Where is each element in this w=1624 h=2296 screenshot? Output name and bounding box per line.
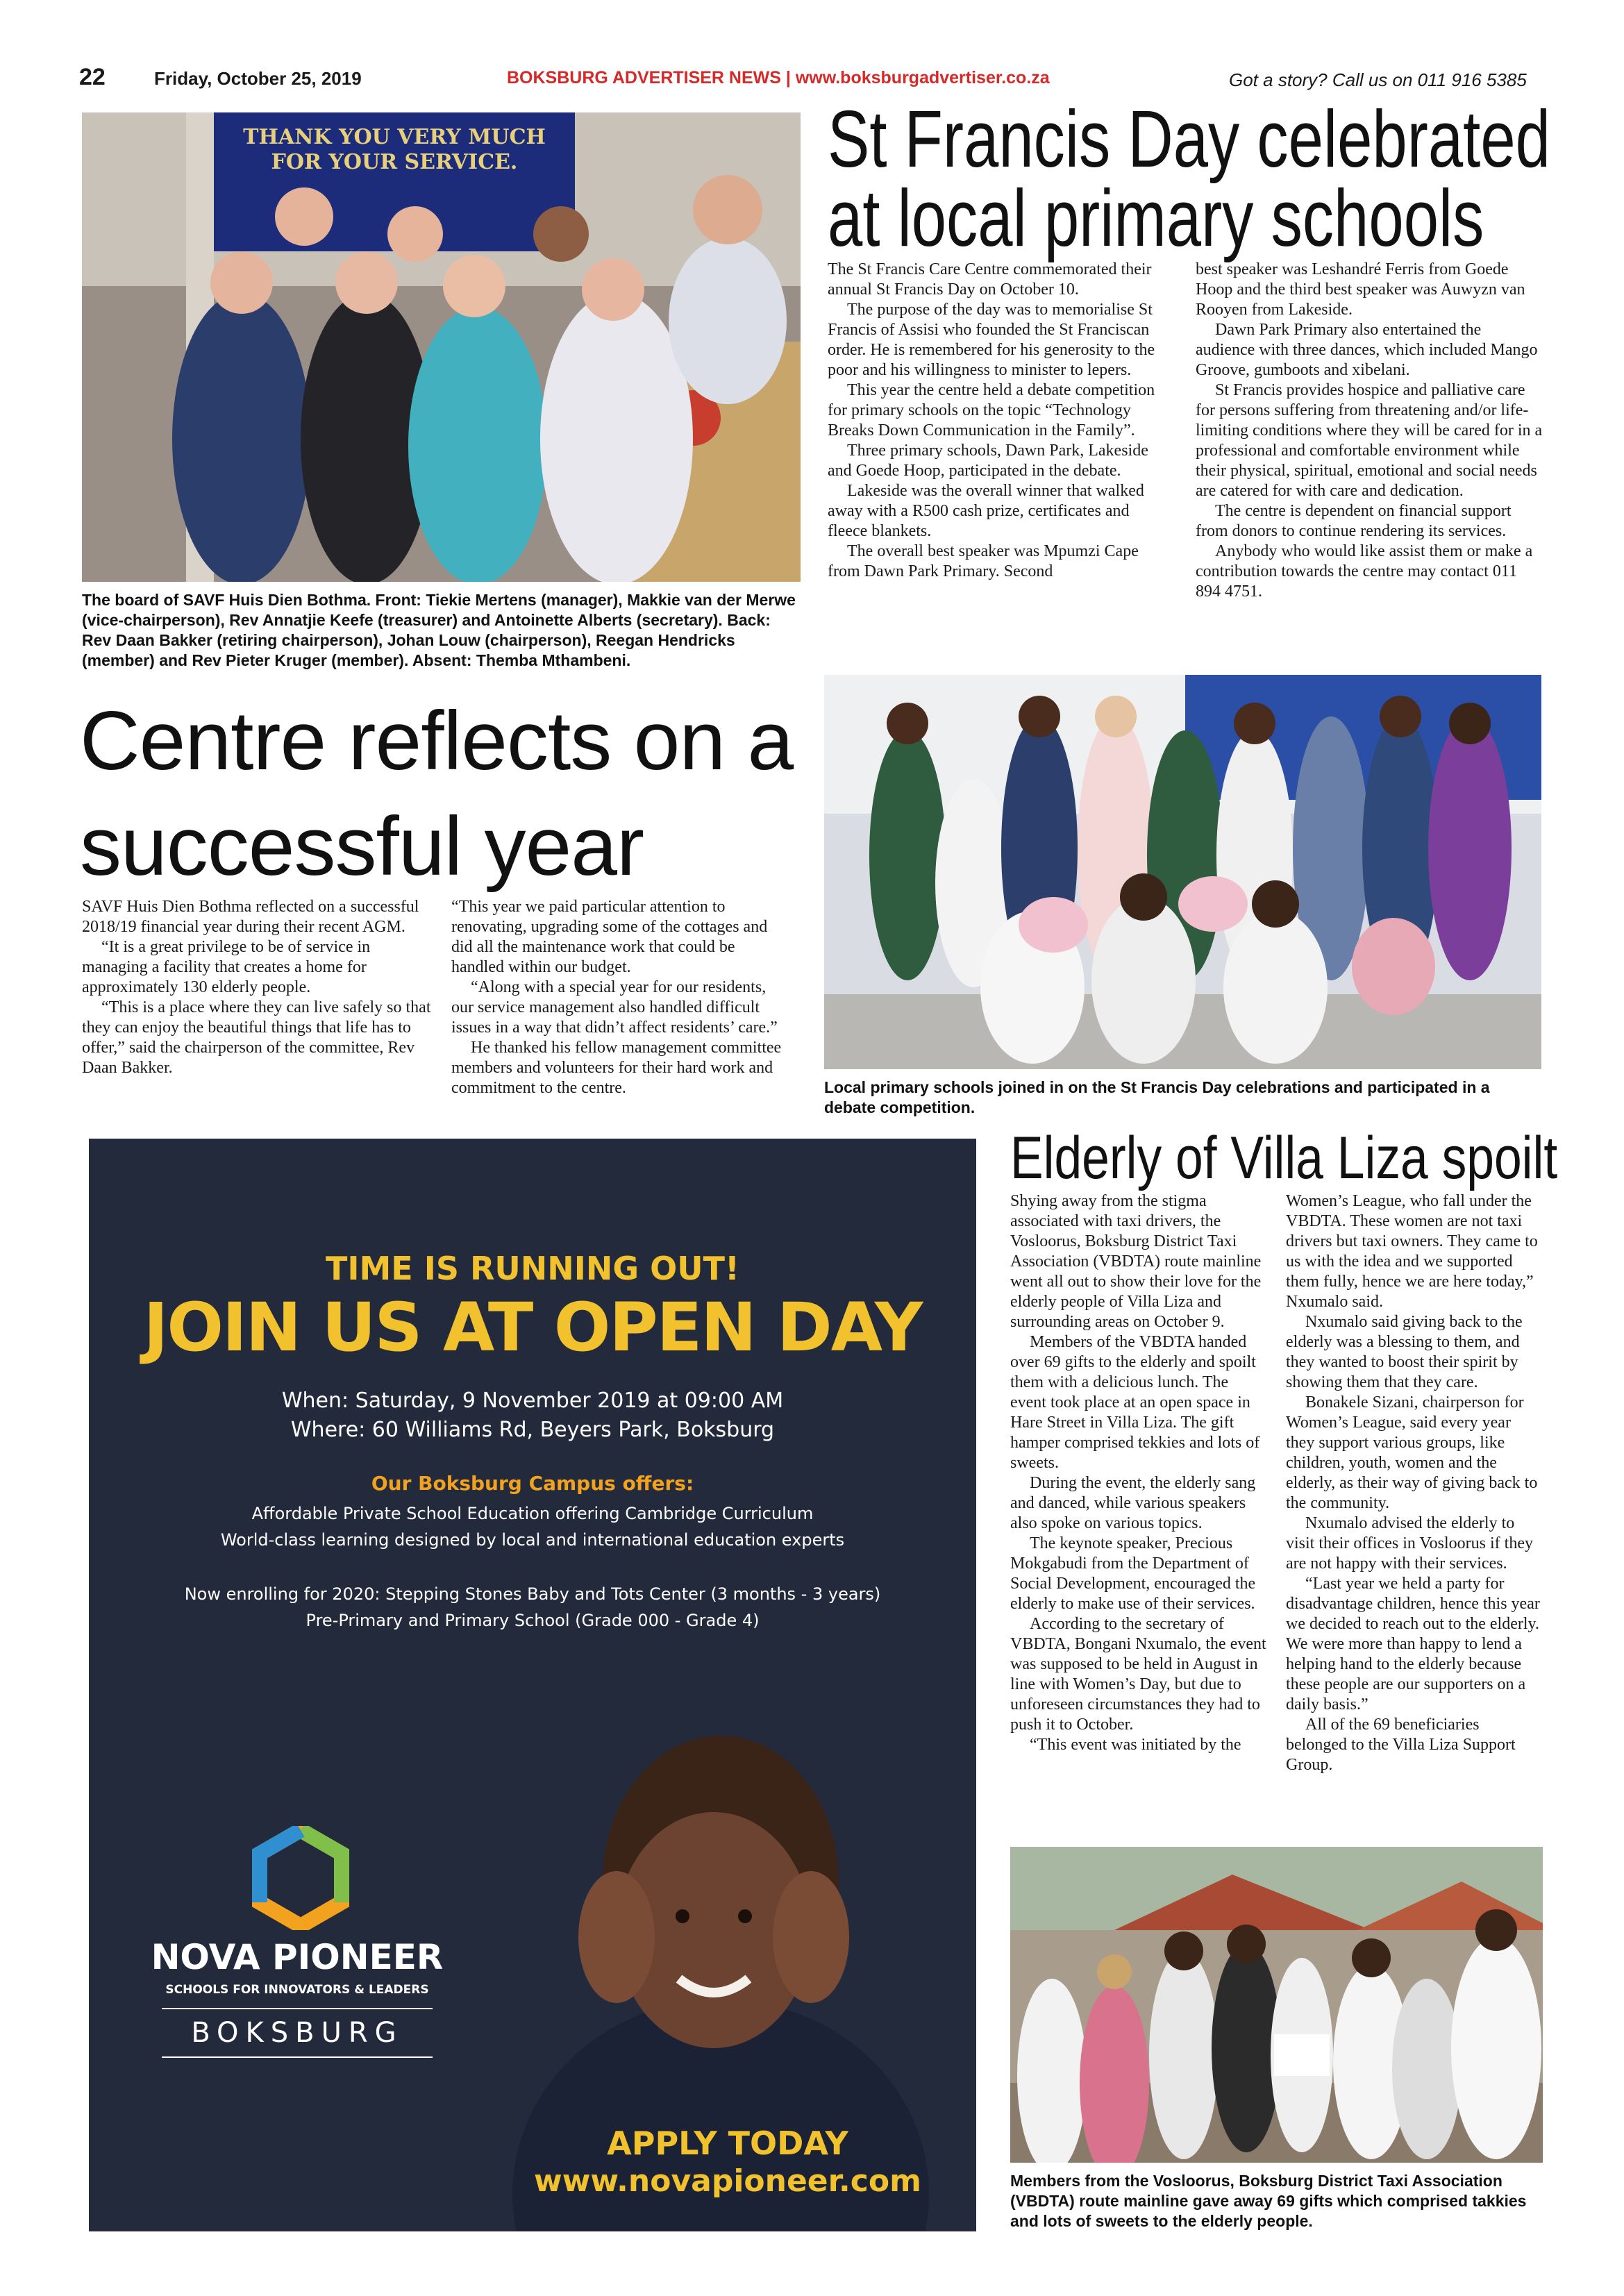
paragraph: Lakeside was the overall winner that walked away with a R500 cash prize, certificates and fleece blankets.: [828, 482, 1144, 540]
nova-pioneer-advert[interactable]: [89, 1139, 976, 2231]
paragraph: “It is a great privilege to be of service in managing a facility that creates a home for approximately 130 elderly people.: [82, 938, 371, 996]
paragraph: “This event was initiated by the: [1030, 1736, 1241, 1754]
paragraph: Anybody who would like assist them or make a contribution towards the centre may contact 011 894 4751.: [1196, 542, 1533, 601]
paragraph: Three primary schools, Dawn Park, Lakeside and Goede Hoop, participated in the debate.: [828, 442, 1148, 480]
paragraph: best speaker was Leshandré Ferris from Goede Hoop and the third best speaker was Auwyzn van Rooyen from Lakeside.: [1196, 260, 1525, 319]
issue-date: Friday, October 25, 2019: [154, 68, 362, 89]
apply-today-button[interactable]: APPLY TODAY: [607, 2125, 848, 2162]
students-photo: [824, 675, 1541, 1069]
paragraph: The St Francis Care Centre commemorated their annual St Francis Day on October 10.: [828, 260, 1152, 299]
paragraph: The keynote speaker, Precious Mokgabudi from the Department of Social Development, encouraged the elderly to make use of their services.: [1010, 1534, 1256, 1613]
header-tagline: Got a story? Call us on 011 916 5385: [1229, 69, 1527, 90]
villa-headline: Elderly of Villa Liza spoilt: [1010, 1125, 1558, 1191]
publication-name[interactable]: BOKSBURG ADVERTISER NEWS | www.boksburgadvertiser.co.za: [507, 68, 1050, 87]
page-number: 22: [79, 64, 106, 90]
paragraph: “Along with a special year for our residents, our service management also handled difficult issues in a way that didn’t affect residents’ care.”: [451, 978, 778, 1037]
board-photo: [82, 112, 801, 582]
students-photo-caption: Local primary schools joined in on the St Francis Day celebrations and participated in a debate competition.: [824, 1078, 1490, 1116]
advert-offer-2: World-class learning designed by local and international education experts: [220, 1530, 845, 1550]
paragraph: This year the centre held a debate competition for primary schools on the topic “Technology Breaks Down Communication in the Family”.: [828, 381, 1155, 439]
paragraph: Nxumalo said giving back to the elderly was a blessing to them, and they wanted to boost their spirit by showing them that they care.: [1286, 1313, 1523, 1391]
villa-article-col1: [1010, 1191, 1267, 1755]
advert-where: Where: 60 Williams Rd, Beyers Park, Boksburg: [290, 1418, 775, 1442]
francis-headline-line1: St Francis Day celebrated: [828, 94, 1550, 184]
advert-offer-1: Affordable Private School Education offering Cambridge Curriculum: [251, 1504, 814, 1523]
taxi-association-photo-caption: Members from the Vosloorus, Boksburg District Taxi Association (VBDTA) route mainline gave away 69 gifts which comprised takkies and lots of sweets to the elderly people.: [1010, 2172, 1527, 2230]
paragraph: “This year we paid particular attention to renovating, upgrading some of the cottages and did all the maintenance work that could be handled within our budget.: [451, 898, 768, 976]
centre-article-col1: [82, 897, 433, 1078]
paragraph: St Francis provides hospice and palliative care for persons suffering from threatening and/or life-limiting conditions where they will be cared for in a professional and comfortable environment while their physical, spiritual, emotional and social needs are catered for with care and dedication.: [1196, 381, 1543, 500]
nova-pioneer-logo-icon: [249, 1826, 353, 1930]
paragraph: SAVF Huis Dien Bothma reflected on a successful 2018/19 financial year during their recent AGM.: [82, 898, 419, 936]
centre-article-col2: [451, 897, 785, 1098]
advert-offers-title: Our Boksburg Campus offers:: [371, 1472, 694, 1495]
paragraph: The centre is dependent on financial support from donors to continue rendering its services.: [1196, 502, 1512, 540]
brand-name: NOVA PIONEER: [151, 1937, 444, 1977]
board-photo-caption: The board of SAVF Huis Dien Bothma. Front: Tiekie Mertens (manager), Makkie van der Merwe (vice-chairperson), Rev Annatjie Keefe (treasurer) and Antoinette Alberts (secretary). Back: Rev Daan Bakker (retiring chairperson), Johan Louw (chairperson), Reegan Hendricks (member) and Rev Pieter Kruger (member). Absent: Themba Mthambeni.: [82, 591, 796, 669]
villa-article-col2: [1286, 1191, 1543, 1775]
paragraph: Bonakele Sizani, chairperson for Women’s League, said every year they support various groups, like children, youth, women and the elderly, as their way of giving back to the community.: [1286, 1393, 1538, 1512]
paragraph: Nxumalo advised the elderly to visit their offices in Vosloorus if they are not happy with their services.: [1286, 1514, 1533, 1573]
paragraph: The purpose of the day was to memorialise St Francis of Assisi who founded the St Franciscan order. He is remembered for his generosity to the poor and his willingness to minister to lepers.: [828, 301, 1155, 379]
divider: [162, 2056, 433, 2058]
paragraph: During the event, the elderly sang and danced, while various speakers also spoke on various topics.: [1010, 1474, 1256, 1532]
advert-when: When: Saturday, 9 November 2019 at 09:00 AM: [281, 1389, 784, 1413]
centre-headline-line1: Centre reflects on a: [80, 694, 794, 787]
centre-headline-line2: successful year: [80, 800, 644, 893]
francis-article-col2: [1196, 260, 1543, 602]
advert-headline: JOIN US AT OPEN DAY: [143, 1289, 922, 1366]
advert-enrol-1: Now enrolling for 2020: Stepping Stones Baby and Tots Center (3 months - 3 years): [184, 1584, 881, 1604]
paragraph: Dawn Park Primary also entertained the audience with three dances, which included Mango Groove, gumboots and xibelani.: [1196, 321, 1538, 379]
advert-kicker: TIME IS RUNNING OUT!: [326, 1250, 739, 1287]
paragraph: The overall best speaker was Mpumzi Cape from Dawn Park Primary. Second: [828, 542, 1139, 580]
campus-name: BOKSBURG: [191, 2017, 403, 2049]
francis-headline-line2: at local primary schools: [828, 173, 1484, 263]
paragraph: “Last year we held a party for disadvantage children, hence this year we decided to reach out to the elderly. We were more than happy to lend a helping hand to the elderly because these people are our supporters on a daily basis.”: [1286, 1575, 1540, 1713]
brand-tagline: SCHOOLS FOR INNOVATORS & LEADERS: [165, 1983, 429, 1997]
advert-url-link[interactable]: www.novapioneer.com: [534, 2163, 921, 2199]
paragraph: Women’s League, who fall under the VBDTA. These women are not taxi drivers but taxi owners. They came to us with the idea and we supported them fully, hence we are here today,” Nxumalo said.: [1286, 1192, 1538, 1311]
thank-you-banner: THANK YOU VERY MUCH FOR YOUR SERVICE.: [243, 125, 546, 174]
taxi-association-photo: [1010, 1847, 1543, 2163]
paragraph: Members of the VBDTA handed over 69 gifts to the elderly and spoilt them with a delicious lunch. The event took place at an open space in Hare Street in Villa Liza. The gift hamper comprised tekkies and lots of sweets.: [1010, 1333, 1260, 1472]
paragraph: According to the secretary of VBDTA, Bongani Nxumalo, the event was supposed to be held in August in line with Women’s Day, but due to unforeseen circumstances they had to push it to October.: [1010, 1615, 1266, 1734]
paragraph: “This is a place where they can live safely so that they can enjoy the beautiful things that life has to offer,” said the chairperson of the committee, Rev Daan Bakker.: [82, 998, 431, 1077]
francis-article-col1: [828, 260, 1171, 582]
advert-enrol-2: Pre-Primary and Primary School (Grade 000 - Grade 4): [305, 1611, 760, 1630]
paragraph: Shying away from the stigma associated with taxi drivers, the Vosloorus, Boksburg District Taxi Association (VBDTA) route mainline went all out to show their love for the elderly people of Villa Liza and surrounding areas on October 9.: [1010, 1192, 1262, 1331]
paragraph: He thanked his fellow management committee members and volunteers for their hard work and commitment to the centre.: [451, 1039, 782, 1097]
paragraph: All of the 69 beneficiaries belonged to the Villa Liza Support Group.: [1286, 1716, 1516, 1774]
divider: [162, 2008, 433, 2009]
